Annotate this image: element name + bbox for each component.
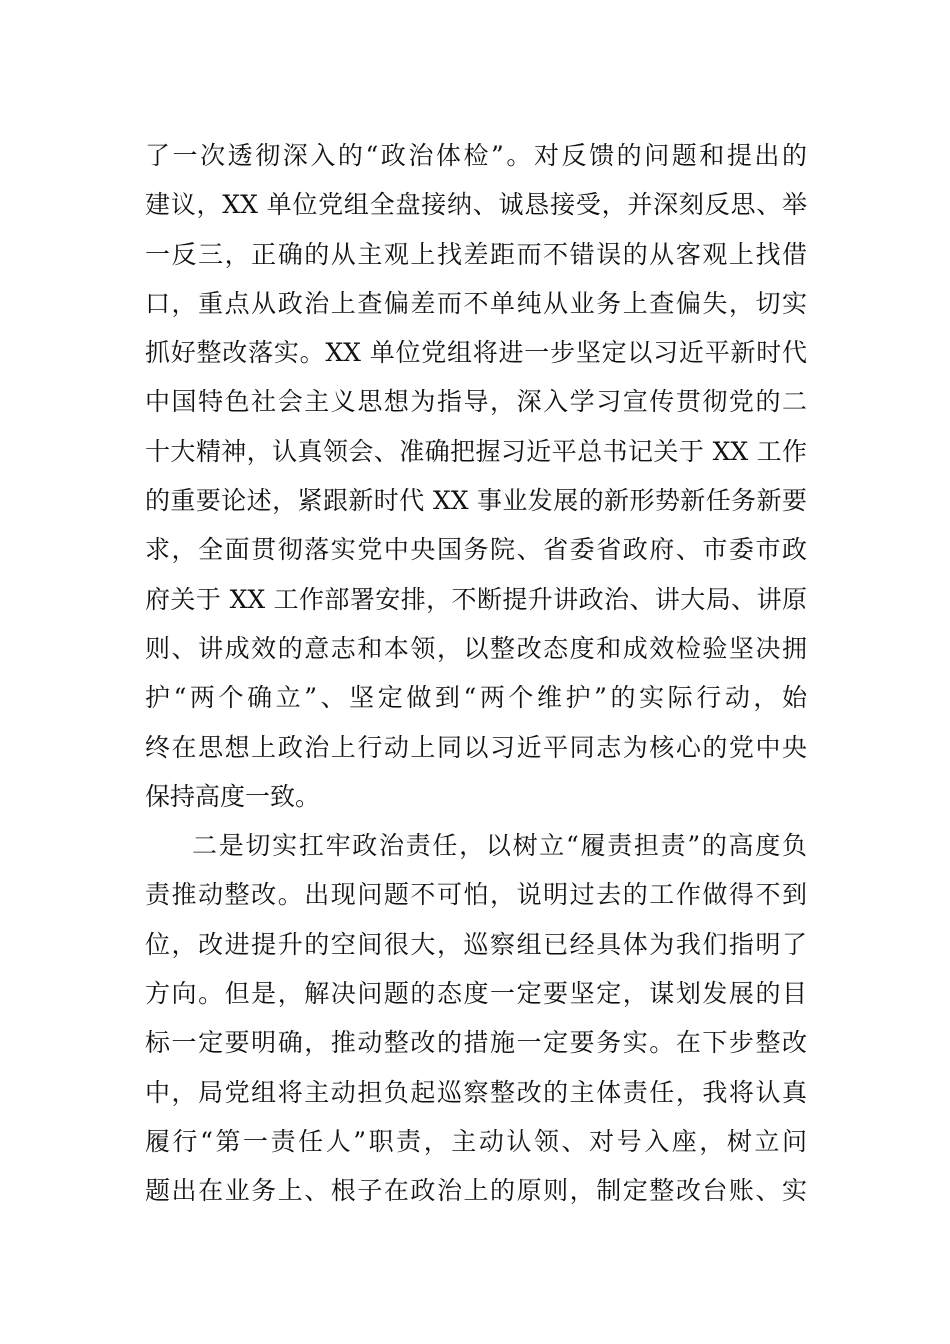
text-line: 履行“第一责任人”职责，主动认领、对号入座，树立问 [145,1126,807,1156]
paragraph-1-continued [145,131,807,821]
text-line: 护“两个确立”、坚定做到“两个维护”的实际行动，始 [145,683,807,713]
text-line: 十大精神，认真领会、准确把握习近平总书记关于 XX 工作 [145,436,807,466]
text-line: 终在思想上政治上行动上同以习近平同志为核心的党中央 [145,732,807,762]
document-body [145,131,807,1216]
text-line: 责推动整改。出现问题不可怕，说明过去的工作做得不到 [145,880,807,910]
text-line: 中国特色社会主义思想为指导，深入学习宣传贯彻党的二 [145,387,807,417]
text-line: 标一定要明确，推动整改的措施一定要务实。在下步整改 [145,1028,807,1058]
text-line: 了一次透彻深入的“政治体检”。对反馈的问题和提出的 [145,141,807,170]
text-line: 方向。但是，解决问题的态度一定要坚定，谋划发展的目 [145,979,807,1009]
text-line: 中，局党组将主动担负起巡察整改的主体责任，我将认真 [145,1077,807,1107]
text-line: 题出在业务上、根子在政治上的原则，制定整改台账、实 [145,1176,807,1206]
text-line: 府关于 XX 工作部署安排，不断提升讲政治、讲大局、讲原 [145,584,807,614]
text-line: 求，全面贯彻落实党中央国务院、省委省政府、市委市政 [145,535,807,565]
text-line: 建议，XX 单位党组全盘接纳、诚恳接受，并深刻反思、举 [145,190,807,220]
text-line: 保持高度一致。 [145,781,321,811]
text-line: 口，重点从政治上查偏差而不单纯从业务上查偏失，切实 [145,288,807,318]
text-line: 的重要论述，紧跟新时代 XX 事业发展的新形势新任务新要 [145,486,807,516]
paragraph-2 [145,821,807,1215]
text-line: 位，改进提升的空间很大，巡察组已经具体为我们指明了 [145,929,807,959]
text-line: 抓好整改落实。XX 单位党组将进一步坚定以习近平新时代 [145,338,807,368]
text-line: 则、讲成效的意志和本领，以整改态度和成效检验坚决拥 [145,633,807,663]
text-line: 一反三，正确的从主观上找差距而不错误的从客观上找借 [145,239,807,269]
text-line: 二是切实扛牢政治责任，以树立“履责担责”的高度负 [192,831,807,861]
